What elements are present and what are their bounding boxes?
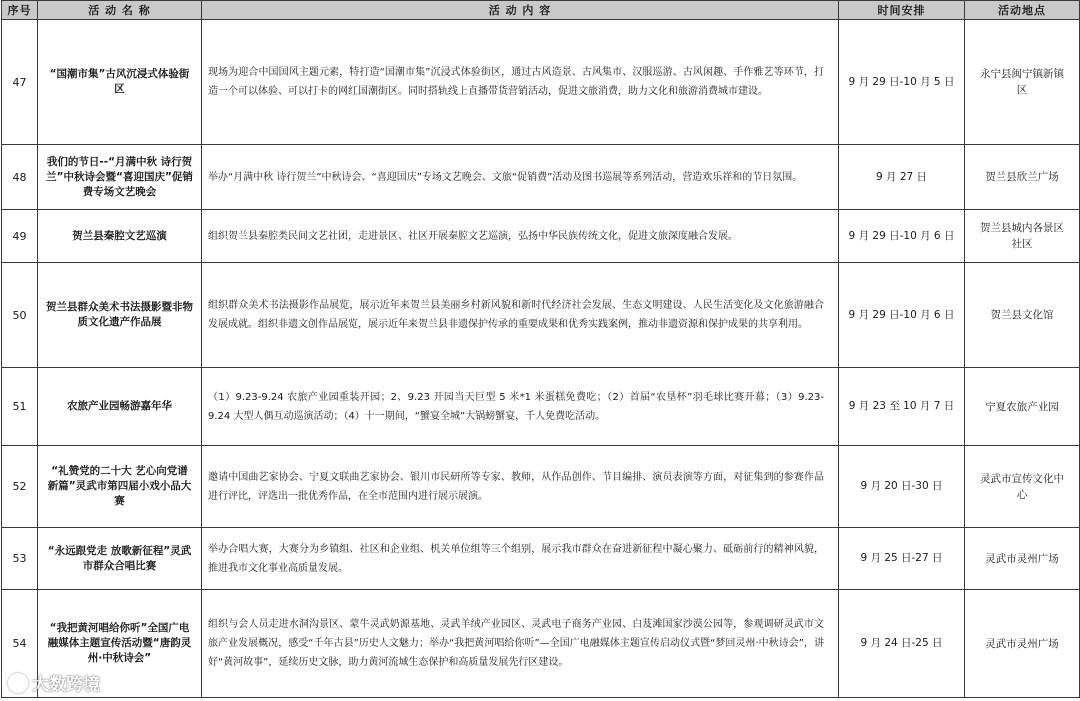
row-place: 灵武市灵州广场 <box>965 590 1080 698</box>
row-time: 9 月 24 日-25 日 <box>839 590 965 698</box>
table-row <box>2 446 1080 528</box>
row-no: 47 <box>2 20 38 145</box>
row-place: 贺兰县文化馆 <box>965 263 1080 368</box>
row-name: 贺兰县秦腔文艺巡演 <box>38 210 202 263</box>
row-place: 宁夏农旅产业园 <box>965 368 1080 446</box>
row-no: 48 <box>2 145 38 210</box>
row-time: 9 月 20 日-30 日 <box>839 446 965 528</box>
row-content: 举办“月满中秋 诗行贺兰”中秋诗会、“喜迎国庆”专场文艺晚会、文旅“促销费”活动及图书巡展等系列活动，营造欢乐祥和的节日氛围。 <box>202 145 839 210</box>
header-time: 时间安排 <box>839 1 965 20</box>
watermark-text: 大数跨境 <box>32 675 100 695</box>
row-time: 9 月 27 日 <box>839 145 965 210</box>
activity-table <box>1 0 1080 698</box>
table-row <box>2 528 1080 590</box>
table-row <box>2 368 1080 446</box>
row-name: “永远跟党走 放歌新征程”灵武市群众合唱比赛 <box>38 528 202 590</box>
row-place: 贺兰县城内各景区 社区 <box>965 210 1080 263</box>
table-row <box>2 590 1080 698</box>
logo-icon <box>8 673 28 693</box>
row-time: 9 月 29 日-10 月 6 日 <box>839 210 965 263</box>
watermark <box>8 670 100 695</box>
table-row <box>2 145 1080 210</box>
row-time: 9 月 29 日-10 月 5 日 <box>839 20 965 145</box>
table-row <box>2 263 1080 368</box>
row-no: 54 <box>2 590 38 698</box>
row-content: 组织贺兰县秦腔类民间文艺社团，走进景区、社区开展秦腔文艺巡演，弘扬中华民族传统文化，促进文旅深度融合发展。 <box>202 210 839 263</box>
row-name: “礼赞党的二十大 艺心向党谱新篇”灵武市第四届小戏小品大赛 <box>38 446 202 528</box>
table-row <box>2 20 1080 145</box>
row-place: 永宁县闽宁镇新镇区 <box>965 20 1080 145</box>
header-no: 序号 <box>2 1 38 20</box>
row-name: 我们的节日--“月满中秋 诗行贺兰”中秋诗会暨“喜迎国庆”促销费专场文艺晚会 <box>38 145 202 210</box>
row-name: “我把黄河唱给你听”全国广电融媒体主题宣传活动暨“唐韵灵州·中秋诗会” <box>38 590 202 698</box>
row-name: 农旅产业园畅游嘉年华 <box>38 368 202 446</box>
header-content: 活 动 内 容 <box>202 1 839 20</box>
row-place: 灵武市宣传文化中心 <box>965 446 1080 528</box>
row-content: 邀请中国曲艺家协会、宁夏文联曲艺家协会、银川市民研所等专家、教师，从作品创作、节目编排、演员表演等方面，对征集到的参赛作品进行评比，评选出一批优秀作品，在全市范围内进行展示展演。 <box>202 446 839 528</box>
row-place: 灵武市灵州广场 <box>965 528 1080 590</box>
row-place: 贺兰县欣兰广场 <box>965 145 1080 210</box>
row-no: 50 <box>2 263 38 368</box>
row-no: 51 <box>2 368 38 446</box>
header-name: 活 动 名 称 <box>38 1 202 20</box>
row-time: 9 月 23 至 10 月 7 日 <box>839 368 965 446</box>
row-content: 组织群众美术书法摄影作品展览，展示近年来贺兰县美丽乡村新风貌和新时代经济社会发展、生态文明建设、人民生活变化及文化旅游融合发展成就。组织非遗文创作品展览，展示近年来贺兰县非遗保护传承的重要成果和优秀实践案例，推动非遗资源和保护成果的共享利用。 <box>202 263 839 368</box>
row-content: 举办合唱大赛，大赛分为乡镇组、社区和企业组、机关单位组等三个组别，展示我市群众在奋进新征程中凝心聚力、砥砺前行的精神风貌，推进我市文化事业高质量发展。 <box>202 528 839 590</box>
row-time: 9 月 29 日-10 月 6 日 <box>839 263 965 368</box>
row-name: 贺兰县群众美术书法摄影暨非物质文化遗产作品展 <box>38 263 202 368</box>
table-row <box>2 210 1080 263</box>
row-content: 组织与会人员走进水洞沟景区、蒙牛灵武奶源基地、灵武羊绒产业园区、灵武电子商务产业园、白芨滩国家沙漠公园等，参观调研灵武市文旅产业发展概况，感受“千年古县”历史人文魅力；举办“我把黄河唱给你听”—全国广电融媒体主题宣传启动仪式暨“梦回灵州·中秋诗会”，讲好“黄河故事”，延续历史文脉，助力黄河流域生态保护和高质量发展先行区建设。 <box>202 590 839 698</box>
row-no: 49 <box>2 210 38 263</box>
table-header-row <box>2 1 1080 20</box>
row-content: （1）9.23-9.24 农旅产业园重装开园；2、9.23 开园当天巨型 5 米*1 米蛋糕免费吃；（2）首届“农垦杯”羽毛球比赛开幕；（3）9.23-9.24 大型人偶互动巡演活动；（4）十一期间，“蟹宴全城”大锅螃蟹宴，千人免费吃活动。 <box>202 368 839 446</box>
row-content: 现场为迎合中国国风主题元素，特打造“国潮市集”沉浸式体验街区，通过古风造景、古风集市、汉服巡游、古风闲趣、手作雅艺等环节，打造一个可以体验、可以打卡的网红国潮街区。同时搭轨线上直播带货营销活动，促进文旅消费，助力文化和旅游消费城市建设。 <box>202 20 839 145</box>
row-no: 52 <box>2 446 38 528</box>
row-name: “国潮市集”古风沉浸式体验街区 <box>38 20 202 145</box>
row-no: 53 <box>2 528 38 590</box>
row-time: 9 月 25 日-27 日 <box>839 528 965 590</box>
header-place: 活动地点 <box>965 1 1080 20</box>
